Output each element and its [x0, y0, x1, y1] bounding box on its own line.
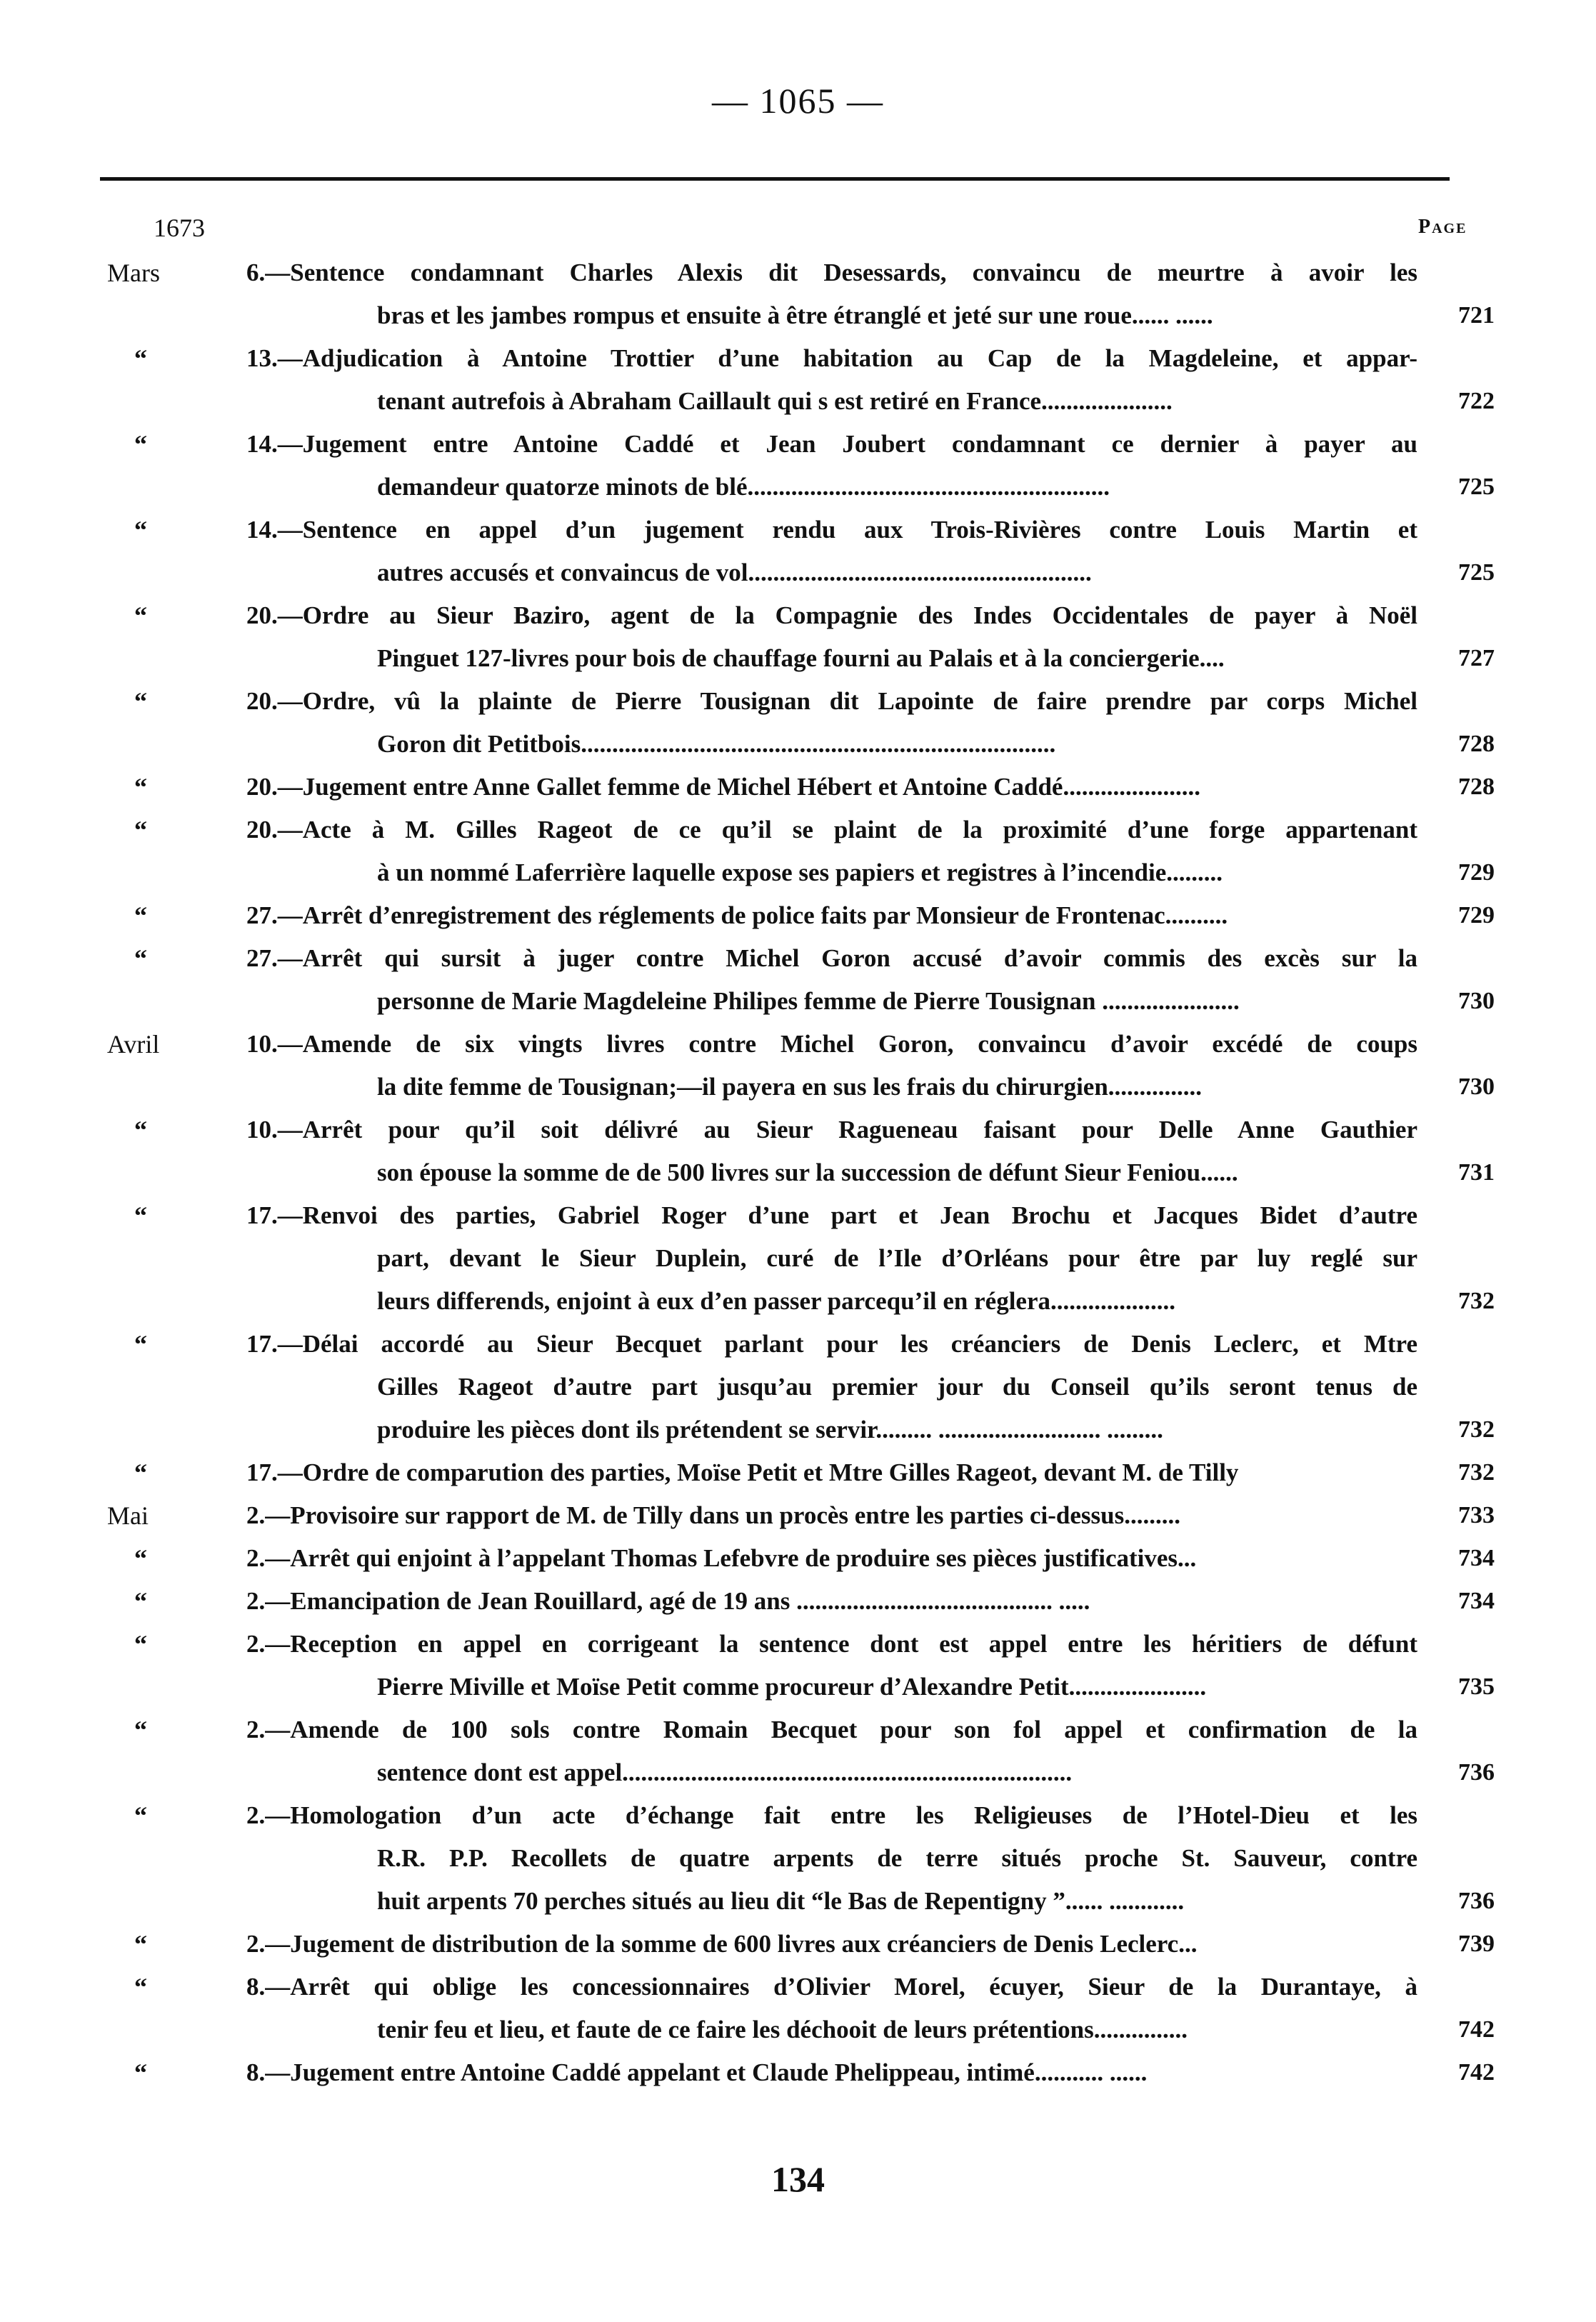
page-number: 742: [1458, 2059, 1495, 2086]
entry-text: 2.—Homologation d’un acte d’échange fait entre les Religieuses de l’Hotel-Dieu et les: [246, 1801, 1417, 1829]
entry-text: autres accusés et convaincus de vol.......................................................: [377, 559, 1092, 586]
entry-text: son épouse la somme de de 500 livres sur la succession de défunt Sieur Feniou......: [377, 1159, 1238, 1186]
entry-text: 2.—Arrêt qui enjoint à l’appelant Thomas Lefebvre de produire ses pièces justificatives...: [246, 1544, 1197, 1572]
ditto-mark: “: [134, 601, 147, 630]
index-entry: [0, 1537, 1596, 1580]
entry-line: [0, 1794, 1596, 1837]
entry-text: 14.—Jugement entre Antoine Caddé et Jean Joubert condamnant ce dernier à payer au: [246, 430, 1417, 458]
entry-line: [0, 466, 1596, 509]
page-number: 732: [1458, 1459, 1495, 1486]
entry-text: 8.—Jugement entre Antoine Caddé appelant et Claude Phelippeau, intimé........... ......: [246, 2058, 1148, 2086]
entry-line: [0, 594, 1596, 637]
entry-line: [0, 1023, 1596, 1066]
entry-line: [0, 551, 1596, 594]
ditto-mark: “: [134, 516, 147, 544]
index-entry: [0, 337, 1596, 423]
page-number: 732: [1458, 1288, 1495, 1314]
entry-text: 17.—Délai accordé au Sieur Becquet parlant pour les créanciers de Denis Leclerc, et Mtre: [246, 1330, 1417, 1358]
index-entry: [0, 1923, 1596, 1966]
index-entry: [0, 766, 1596, 809]
index-entry: [0, 2051, 1596, 2094]
entry-text: huit arpents 70 perches situés au lieu dit “le Bas de Repentigny ”...... ............: [377, 1887, 1185, 1915]
ditto-mark: “: [134, 1630, 147, 1658]
ditto-mark: “: [134, 430, 147, 459]
entry-text: personne de Marie Magdeleine Philipes femme de Pierre Tousignan ......................: [377, 987, 1240, 1015]
entry-line: [0, 1923, 1596, 1966]
index-entry: [0, 1494, 1596, 1537]
page-number: 728: [1458, 774, 1495, 800]
ditto-mark: “: [134, 1201, 147, 1230]
entry-text: produire les pièces dont ils prétendent se servir......... .......................... .........: [377, 1416, 1163, 1443]
entry-text: 2.—Reception en appel en corrigeant la sentence dont est appel entre les héritiers de défunt: [246, 1630, 1417, 1658]
header-rule: [100, 177, 1450, 181]
entry-line: [0, 1708, 1596, 1751]
entry-line: [0, 851, 1596, 894]
entry-line: [0, 1880, 1596, 1923]
entry-line: [0, 1323, 1596, 1366]
page-number: 736: [1458, 1888, 1495, 1914]
entry-text: 17.—Ordre de comparution des parties, Moïse Petit et Mtre Gilles Rageot, devant M. de Tilly: [246, 1458, 1239, 1486]
ditto-mark: “: [134, 901, 147, 930]
page-number: 729: [1458, 859, 1495, 886]
page-number: 731: [1458, 1159, 1495, 1186]
entry-line: [0, 1451, 1596, 1494]
entry-text: Gilles Rageot d’autre part jusqu’au premier jour du Conseil qu’ils seront tenus de: [377, 1373, 1417, 1401]
index-entry: [0, 1623, 1596, 1708]
index-entry: [0, 1109, 1596, 1194]
page-number: 739: [1458, 1931, 1495, 1957]
entry-line: [0, 1066, 1596, 1109]
entry-text: la dite femme de Tousignan;—il payera en sus les frais du chirurgien...............: [377, 1073, 1203, 1101]
entry-line: [0, 809, 1596, 851]
index-entry: [0, 894, 1596, 937]
page-number: 733: [1458, 1502, 1495, 1528]
entry-text: sentence dont est appel........................................................................: [377, 1758, 1073, 1786]
page-number: 721: [1458, 302, 1495, 329]
index-entry: [0, 1323, 1596, 1451]
entry-line: [0, 1751, 1596, 1794]
page-number: 735: [1458, 1673, 1495, 1700]
page-folio: — 1065 —: [712, 81, 884, 121]
entry-text: tenir feu et lieu, et faute de ce faire les déchooit de leurs prétentions...............: [377, 2016, 1188, 2043]
entry-line: [0, 680, 1596, 723]
entry-text: 20.—Ordre au Sieur Baziro, agent de la Compagnie des Indes Occidentales de payer à Noël: [246, 601, 1417, 629]
index-entries: [0, 251, 1596, 2094]
entry-text: 27.—Arrêt qui sursit à juger contre Michel Goron accusé d’avoir commis des excès sur la: [246, 944, 1417, 972]
index-entry: [0, 1794, 1596, 1923]
signature-mark: 134: [771, 2159, 825, 2199]
entry-text: 13.—Adjudication à Antoine Trottier d’une habitation au Cap de la Magdeleine, et appar-: [246, 344, 1417, 372]
year-heading: 1673: [154, 214, 205, 242]
entry-text: 8.—Arrêt qui oblige les concessionnaires d’Olivier Morel, écuyer, Sieur de la Durantaye, à: [246, 1973, 1417, 2001]
page-number: 734: [1458, 1588, 1495, 1614]
ditto-mark: “: [134, 1458, 147, 1487]
entry-line: [0, 337, 1596, 380]
page-number: 734: [1458, 1545, 1495, 1571]
index-entry: [0, 251, 1596, 337]
entry-line: [0, 723, 1596, 766]
entry-line: [0, 423, 1596, 466]
index-entry: [0, 423, 1596, 509]
ditto-mark: “: [134, 1973, 147, 2001]
index-entry: [0, 1708, 1596, 1794]
page-number: 725: [1458, 474, 1495, 500]
page-number: 736: [1458, 1759, 1495, 1786]
page-number: 730: [1458, 988, 1495, 1014]
page-number: 732: [1458, 1416, 1495, 1443]
entry-text: Pierre Miville et Moïse Petit comme procureur d’Alexandre Petit......................: [377, 1673, 1207, 1701]
entry-line: [0, 1537, 1596, 1580]
index-entry: [0, 1966, 1596, 2051]
entry-line: [0, 766, 1596, 809]
ditto-mark: “: [134, 1330, 147, 1358]
entry-text: bras et les jambes rompus et ensuite à être étranglé et jeté sur une roue...... ......: [377, 301, 1213, 329]
page-number: 725: [1458, 559, 1495, 586]
entry-text: 10.—Arrêt pour qu’il soit délivré au Sieur Ragueneau faisant pour Delle Anne Gauthier: [246, 1116, 1417, 1144]
entry-line: [0, 1194, 1596, 1237]
index-entry: [0, 1451, 1596, 1494]
entry-line: [0, 1151, 1596, 1194]
ditto-mark: “: [134, 1116, 147, 1144]
entry-line: [0, 1666, 1596, 1708]
entry-text: demandeur quatorze minots de blé..........................................................: [377, 473, 1110, 501]
entry-text: 2.—Jugement de distribution de la somme de 600 livres aux créanciers de Denis Leclerc...: [246, 1930, 1198, 1958]
entry-line: [0, 1580, 1596, 1623]
entry-text: 20.—Acte à M. Gilles Rageot de ce qu’il se plaint de la proximité d’une forge appartenant: [246, 816, 1417, 844]
entry-text: à un nommé Laferrière laquelle expose ses papiers et registres à l’incendie.........: [377, 859, 1223, 886]
entry-text: tenant autrefois à Abraham Caillault qui s est retiré en France.....................: [377, 387, 1173, 415]
entry-line: [0, 1109, 1596, 1151]
entry-line: [0, 294, 1596, 337]
entry-line: [0, 937, 1596, 980]
entry-line: [0, 1408, 1596, 1451]
month-label: Mars: [107, 259, 160, 287]
entry-line: [0, 1280, 1596, 1323]
index-entry: [0, 594, 1596, 680]
index-entry: [0, 809, 1596, 894]
ditto-mark: “: [134, 687, 147, 716]
entry-line: [0, 637, 1596, 680]
entry-line: [0, 380, 1596, 423]
entry-line: [0, 1623, 1596, 1666]
ditto-mark: “: [134, 344, 147, 373]
page-number: 728: [1458, 731, 1495, 757]
entry-line: [0, 2008, 1596, 2051]
entry-line: [0, 1366, 1596, 1408]
entry-text: Goron dit Petitbois............................................................................: [377, 730, 1056, 758]
entry-text: 20.—Ordre, vû la plainte de Pierre Tousignan dit Lapointe de faire prendre par corps Michel: [246, 687, 1417, 715]
ditto-mark: “: [134, 2058, 147, 2087]
ditto-mark: “: [134, 1544, 147, 1573]
entry-text: 14.—Sentence en appel d’un jugement rendu aux Trois-Rivières contre Louis Martin et: [246, 516, 1417, 544]
index-entry: [0, 937, 1596, 1023]
index-entry: [0, 509, 1596, 594]
month-label: Mai: [107, 1501, 149, 1530]
entry-text: 20.—Jugement entre Anne Gallet femme de Michel Hébert et Antoine Caddé......................: [246, 773, 1200, 801]
month-label: Avril: [107, 1030, 160, 1059]
entry-line: [0, 1494, 1596, 1537]
ditto-mark: “: [134, 816, 147, 844]
entry-text: leurs differends, enjoint à eux d’en passer parcequ’il en réglera....................: [377, 1287, 1176, 1315]
entry-line: [0, 1966, 1596, 2008]
entry-text: part, devant le Sieur Duplein, curé de l’Ile d’Orléans pour être par luy reglé sur: [377, 1244, 1417, 1272]
entry-line: [0, 1237, 1596, 1280]
entry-line: [0, 2051, 1596, 2094]
entry-line: [0, 894, 1596, 937]
entry-text: 2.—Provisoire sur rapport de M. de Tilly dans un procès entre les parties ci-dessus.........: [246, 1501, 1181, 1529]
entry-text: 17.—Renvoi des parties, Gabriel Roger d’une part et Jean Brochu et Jacques Bidet d’autre: [246, 1201, 1417, 1229]
entry-text: Pinguet 127-livres pour bois de chauffage fourni au Palais et à la conciergerie....: [377, 644, 1225, 672]
ditto-mark: “: [134, 1801, 147, 1830]
index-entry: [0, 1194, 1596, 1323]
entry-text: 6.—Sentence condamnant Charles Alexis dit Desessards, convaincu de meurtre à avoir les: [246, 259, 1417, 286]
entry-text: 2.—Emancipation de Jean Rouillard, agé de 19 ans ......................................... .....: [246, 1587, 1090, 1615]
entry-text: 10.—Amende de six vingts livres contre Michel Goron, convaincu d’avoir excédé de coups: [246, 1030, 1417, 1058]
page-column-label: Page: [1418, 216, 1467, 238]
page-number: 742: [1458, 2016, 1495, 2043]
page-number: 730: [1458, 1074, 1495, 1100]
entry-line: [0, 251, 1596, 294]
entry-line: [0, 980, 1596, 1023]
ditto-mark: “: [134, 1930, 147, 1958]
entry-line: [0, 509, 1596, 551]
entry-text: 2.—Amende de 100 sols contre Romain Becquet pour son fol appel et confirmation de la: [246, 1716, 1417, 1743]
entry-line: [0, 1837, 1596, 1880]
ditto-mark: “: [134, 1716, 147, 1744]
page-number: 722: [1458, 388, 1495, 414]
ditto-mark: “: [134, 944, 147, 973]
entry-text: R.R. P.P. Recollets de quatre arpents de terre situés proche St. Sauveur, contre: [377, 1844, 1417, 1872]
ditto-mark: “: [134, 773, 147, 801]
ditto-mark: “: [134, 1587, 147, 1616]
index-entry: [0, 1580, 1596, 1623]
index-entry: [0, 1023, 1596, 1109]
index-entry: [0, 680, 1596, 766]
page-number: 727: [1458, 645, 1495, 671]
page-number: 729: [1458, 902, 1495, 929]
entry-text: 27.—Arrêt d’enregistrement des réglements de police faits par Monsieur de Frontenac..........: [246, 901, 1228, 929]
